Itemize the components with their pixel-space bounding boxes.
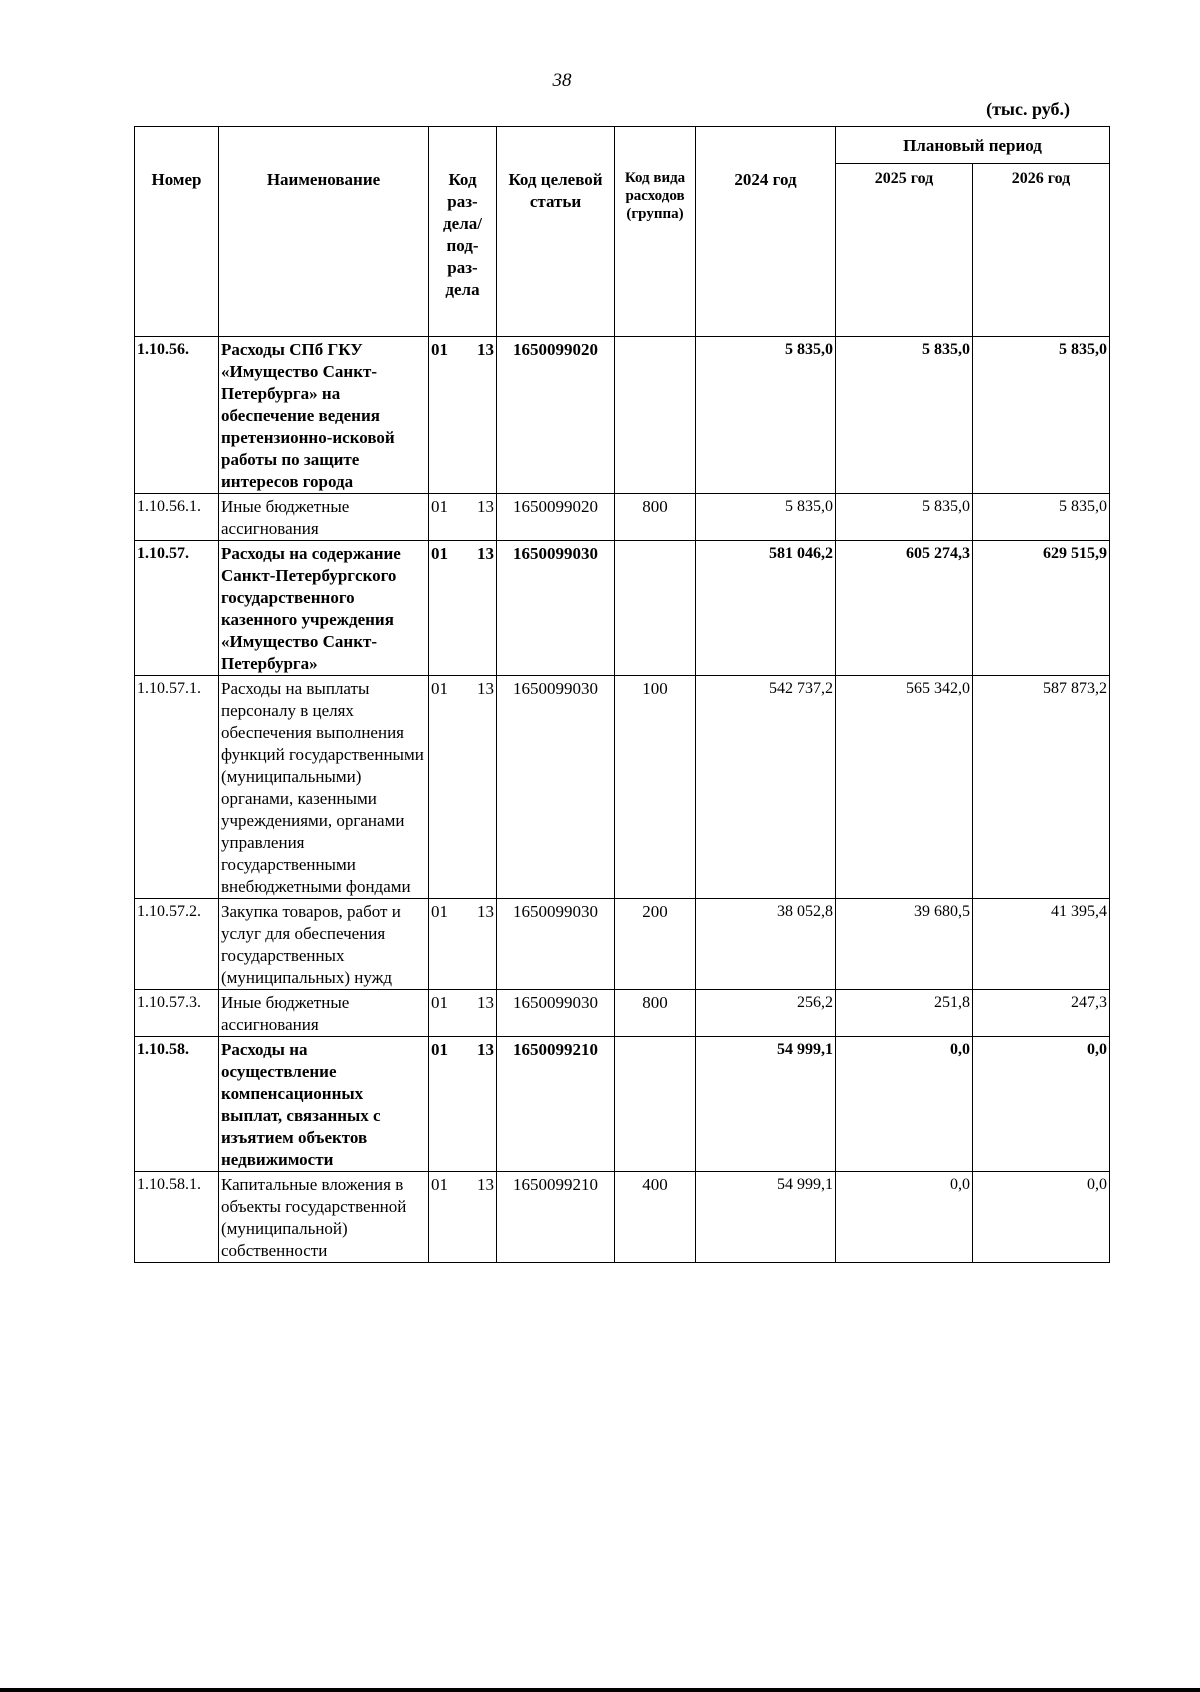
row-number: 1.10.58. — [135, 1037, 219, 1172]
table-row — [135, 899, 1110, 990]
row-section-code — [429, 337, 497, 494]
row-number: 1.10.57.3. — [135, 990, 219, 1037]
row-value-2025: 0,0 — [836, 1172, 973, 1263]
row-subsection: 13 — [477, 679, 494, 698]
row-section-code — [429, 494, 497, 541]
row-expense-type: 400 — [615, 1172, 696, 1263]
row-name: Капитальные вложения в объекты государственной (муниципальной) собственности — [219, 1172, 429, 1263]
header-section-code: Код раз- дела/ под- раз- дела — [429, 127, 497, 337]
header-number: Номер — [135, 127, 219, 337]
row-subsection: 13 — [477, 1040, 494, 1059]
row-section-code — [429, 541, 497, 676]
row-section: 01 — [431, 993, 448, 1012]
page-number: 38 — [552, 70, 572, 91]
row-number: 1.10.56. — [135, 337, 219, 494]
row-section: 01 — [431, 679, 448, 698]
row-value-2026: 0,0 — [973, 1037, 1110, 1172]
row-value-2025: 565 342,0 — [836, 676, 973, 899]
row-value-2025: 251,8 — [836, 990, 973, 1037]
row-subsection: 13 — [477, 497, 494, 516]
row-subsection: 13 — [477, 993, 494, 1012]
row-value-2024: 256,2 — [696, 990, 836, 1037]
row-name: Иные бюджетные ассигнования — [219, 990, 429, 1037]
row-value-2025: 39 680,5 — [836, 899, 973, 990]
row-value-2024: 581 046,2 — [696, 541, 836, 676]
row-expense-type: 800 — [615, 494, 696, 541]
header-target-code: Код целевой статьи — [497, 127, 615, 337]
row-name: Расходы на выплаты персоналу в целях обеспечения выполнения функций государственными (муниципальными) органами, казенными учреждениями, органами управления государственными внебюджетными фондами — [219, 676, 429, 899]
row-section-code — [429, 1037, 497, 1172]
row-number: 1.10.58.1. — [135, 1172, 219, 1263]
row-section-code — [429, 899, 497, 990]
units-label: (тыс. руб.) — [986, 99, 1070, 119]
row-target-code: 1650099030 — [497, 899, 615, 990]
row-value-2026: 247,3 — [973, 990, 1110, 1037]
row-expense-type: 100 — [615, 676, 696, 899]
row-number: 1.10.57.2. — [135, 899, 219, 990]
row-value-2025: 5 835,0 — [836, 337, 973, 494]
row-section: 01 — [431, 497, 448, 516]
row-value-2025: 5 835,0 — [836, 494, 973, 541]
row-name: Иные бюджетные ассигнования — [219, 494, 429, 541]
header-year-2024: 2024 год — [696, 127, 836, 337]
row-value-2025: 605 274,3 — [836, 541, 973, 676]
row-value-2024: 54 999,1 — [696, 1037, 836, 1172]
page-bottom-rule — [0, 1688, 1200, 1692]
row-target-code: 1650099210 — [497, 1172, 615, 1263]
row-section-code — [429, 990, 497, 1037]
row-value-2026: 629 515,9 — [973, 541, 1110, 676]
row-expense-type — [615, 1037, 696, 1172]
row-value-2024: 38 052,8 — [696, 899, 836, 990]
row-expense-type — [615, 337, 696, 494]
row-section: 01 — [431, 902, 448, 921]
budget-table — [134, 126, 1110, 1263]
row-name: Расходы на осуществление компенсационных выплат, связанных с изъятием объектов недвижимости — [219, 1037, 429, 1172]
table-row — [135, 337, 1110, 494]
row-value-2026: 5 835,0 — [973, 337, 1110, 494]
row-value-2026: 41 395,4 — [973, 899, 1110, 990]
row-value-2024: 5 835,0 — [696, 494, 836, 541]
row-value-2026: 5 835,0 — [973, 494, 1110, 541]
row-name: Расходы на содержание Санкт-Петербургского государственного казенного учреждения «Имущество Санкт-Петербурга» — [219, 541, 429, 676]
table-row — [135, 541, 1110, 676]
row-value-2025: 0,0 — [836, 1037, 973, 1172]
table-row — [135, 1172, 1110, 1263]
row-section: 01 — [431, 1040, 448, 1059]
row-section: 01 — [431, 544, 448, 563]
header-year-2025: 2025 год — [836, 164, 973, 337]
row-target-code: 1650099030 — [497, 676, 615, 899]
row-subsection: 13 — [477, 1175, 494, 1194]
row-value-2024: 542 737,2 — [696, 676, 836, 899]
row-section-code — [429, 1172, 497, 1263]
row-name: Закупка товаров, работ и услуг для обеспечения государственных (муниципальных) нужд — [219, 899, 429, 990]
row-target-code: 1650099020 — [497, 337, 615, 494]
row-number: 1.10.57.1. — [135, 676, 219, 899]
row-value-2024: 5 835,0 — [696, 337, 836, 494]
header-expense-type: Код вида расходов (группа) — [615, 127, 696, 337]
table-row — [135, 676, 1110, 899]
row-section: 01 — [431, 1175, 448, 1194]
row-target-code: 1650099210 — [497, 1037, 615, 1172]
table-row — [135, 1037, 1110, 1172]
row-target-code: 1650099030 — [497, 990, 615, 1037]
row-number: 1.10.56.1. — [135, 494, 219, 541]
header-name: Наименование — [219, 127, 429, 337]
row-name: Расходы СПб ГКУ «Имущество Санкт-Петербурга» на обеспечение ведения претензионно-исковой работы по защите интересов города — [219, 337, 429, 494]
row-subsection: 13 — [477, 902, 494, 921]
row-value-2026: 587 873,2 — [973, 676, 1110, 899]
row-target-code: 1650099030 — [497, 541, 615, 676]
row-section: 01 — [431, 340, 448, 359]
row-number: 1.10.57. — [135, 541, 219, 676]
row-target-code: 1650099020 — [497, 494, 615, 541]
table-row — [135, 494, 1110, 541]
row-subsection: 13 — [477, 544, 494, 563]
header-year-2026: 2026 год — [973, 164, 1110, 337]
row-value-2026: 0,0 — [973, 1172, 1110, 1263]
row-value-2024: 54 999,1 — [696, 1172, 836, 1263]
row-expense-type — [615, 541, 696, 676]
row-subsection: 13 — [477, 340, 494, 359]
row-expense-type: 200 — [615, 899, 696, 990]
row-expense-type: 800 — [615, 990, 696, 1037]
table-row — [135, 990, 1110, 1037]
row-section-code — [429, 676, 497, 899]
header-planned-period: Плановый период — [836, 127, 1110, 164]
